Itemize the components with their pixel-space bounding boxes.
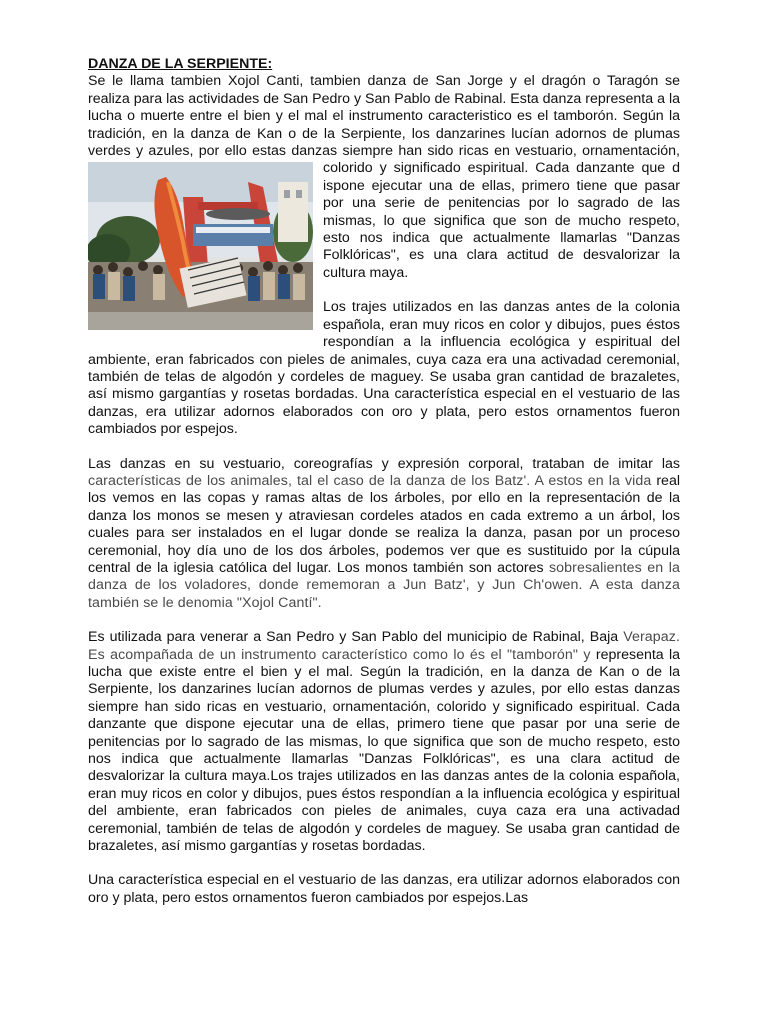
paragraph-ornaments: Una característica especial en el vestuario de las danzas, era utilizar adornos elaborados con oro y plata, pero estos ornamentos fueron cambiados por espejos.Las xyxy=(88,872,680,906)
document-page xyxy=(88,56,680,907)
paragraph-rabinal xyxy=(88,629,680,855)
animals-text-4: sobresalientes en la danza de los voladores, donde rememoran a Jun Batz', y Jun Ch'owen. A esta danza también se le denomia "Xojol Cantí". xyxy=(88,559,680,611)
animals-text-3: real los vemos en las copas y ramas altas de los árboles, por ello en la representación de la danza los monos se mesen y atraviesan cordeles atados en cada extremo a un árbol, los cuales para ser instalados en el lugar donde se realiza la danza, pasan por un proceso ceremonial, hoy día uno de los dos árboles, podemos ver que es sustituido por la cúpula central de la iglesia católica del lugar. Los monos también son actores xyxy=(88,472,680,576)
rabinal-text-2: Verapaz. Es acompañada de un instrumento característico como lo és el "tamborón" y xyxy=(88,629,680,663)
paragraph-animals xyxy=(88,456,680,613)
dance-photo-illustration xyxy=(88,162,313,330)
intro-text-top: Se le llama tambien Xojol Canti, tambien danza de San Jorge y el dragón o Taragón se realiza para las actividades de San Pedro y San Pablo de Rabinal. Esta danza representa a la lucha o muerte entre el bien y el mal el instrumento caracteristico es el tamborón. Según la tradición, en la danza de Kan o de la Serpiente, los danzarines lucían adornos de plumas verdes y azules, por ello estas danzas siempre han sido ricas xyxy=(88,73,680,160)
rabinal-text-1: Es utilizada para venerar a San Pedro y San Pablo del municipio de Rabinal, Baja xyxy=(88,629,619,646)
rabinal-text-3: representa la lucha que existe entre el bien y el mal. Según la tradición, en la danza de Kan o de la Serpiente, los danzarines lucían adornos de plumas verdes y azules, por ello estas danzas siempre han sido ricas en vestuario, ornamentación, colorido y significado espiritual. Cada danzante que dispone ejecutar una de ellas, primero tiene que pasar por una serie de penitencias por lo sagrado de las mismas, lo que significa que son de mucho respeto, esto nos indica que actualmente llamarlas "Danzas Folklóricas", es una clara actitud de desvalorizar la cultura maya.Los trajes utilizados en las danzas antes de la colonia española, eran muy ricos en color y dibujos, pues éstos respondían a la influencia ecológica y espiritual del ambiente, eran fabricados con pieles de animales, cuya caza era una activadad ceremonial, también de telas de algodón y cordeles de maguey. Se usaba gran cantidad de brazaletes, así mismo gargantías y rosetas bordadas. xyxy=(88,646,680,855)
animals-text-2: características de los animales, tal el caso de la danza de los Batz'. A estos en la vida xyxy=(88,472,652,489)
paragraph-costumes: Los trajes utilizados en las danzas antes de la colonia española, eran muy ricos en color y dibujos, pues éstos respondían a la influencia ecológica y espiritual del ambiente, eran fabricados con pieles de animales, cuya caza era una activadad ceremonial, también de telas de algodón y cordeles de maguey. Se usaba gran cantidad de brazaletes, así mismo gargantías y rosetas bordadas. Una característica especial en el vestuario de las danzas, era utilizar adornos elaborados con oro y plata, pero estos ornamentos fueron cambiados por espejos. xyxy=(88,299,680,438)
dance-photo xyxy=(88,162,313,330)
document-title: DANZA DE LA SERPIENTE: xyxy=(88,56,273,72)
animals-text-1: Las danzas en su vestuario, coreografías y expresión corporal, trataban de imitar las xyxy=(88,455,680,472)
intro-text-bottom: en vestuario, ornamentación, colorido y significado espiritual. Cada danzante que d ispone ejecutar una de ellas, primero tiene que pasar por una serie de penitencias por lo sagrado de las mismas, lo que significa que son de mucho respeto, esto nos indica que actualmente llamarlas "Danzas Folklóricas", es una clara actitud de desvalorizar la cultura maya. xyxy=(323,143,680,281)
paragraph-intro xyxy=(88,73,680,282)
